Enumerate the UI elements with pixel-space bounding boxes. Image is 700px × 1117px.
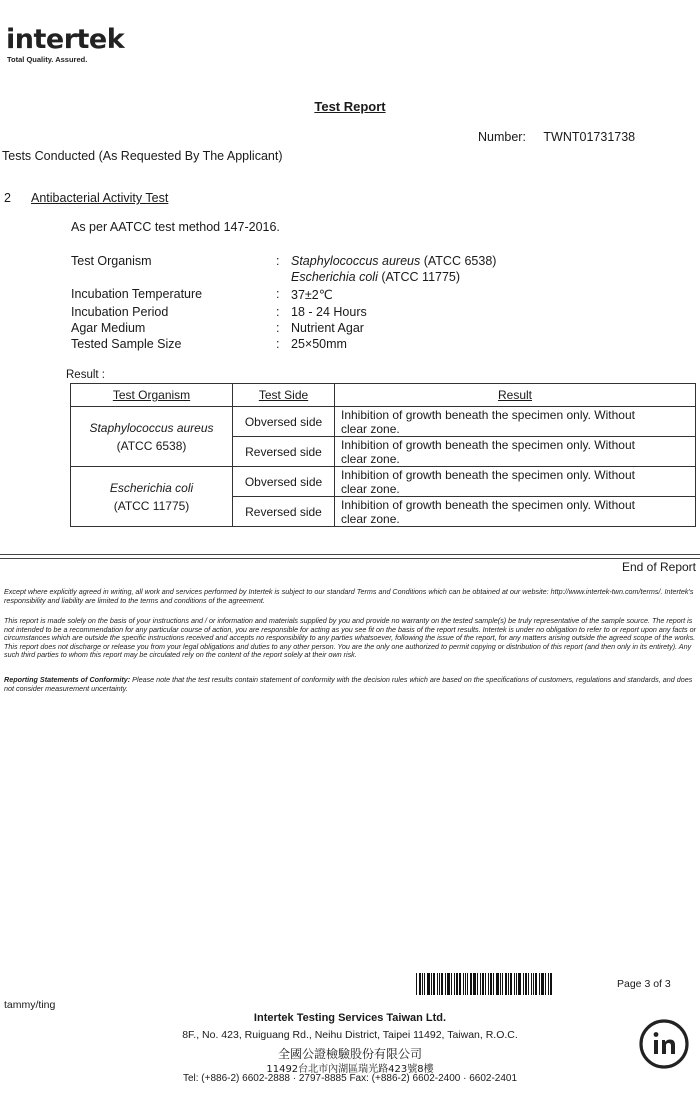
result-line: clear zone.: [341, 421, 400, 436]
organism-name: Escherichia coli: [109, 480, 194, 495]
barcode-bar: [439, 973, 440, 995]
barcode-bar: [447, 973, 450, 995]
results-table: [70, 383, 696, 527]
barcode-bar: [541, 973, 544, 995]
barcode-bar: [496, 973, 499, 995]
colon: :: [276, 305, 280, 319]
barcode-bar: [535, 973, 537, 995]
barcode-bar: [525, 973, 527, 995]
barcode-bar: [422, 973, 423, 995]
test-side-cell: Reversed side: [233, 437, 335, 467]
report-number: [478, 130, 635, 144]
disclaimer-terms: Except where explicitly agreed in writing, all work and services performed by Intertek is subject to our standard Terms and Conditions which can be obtained at our website: http://www.intertek-twn.com/terms/. Intertek's responsibility and liability are limited to the terms and conditions of the agreement.: [4, 587, 694, 605]
address-chinese: 11492台北市內湖區瑞光路423號8樓: [266, 1064, 434, 1075]
barcode-bar: [416, 973, 417, 995]
barcode-bar: [485, 973, 486, 995]
test-side-cell: Obversed side: [233, 407, 335, 437]
results-header-row: [71, 384, 696, 407]
result-line: clear zone.: [341, 511, 400, 526]
barcode-bar: [545, 973, 546, 995]
logo-wordmark: intertek: [6, 24, 125, 55]
result-cell: [335, 497, 696, 527]
organism-value-1: [291, 254, 496, 268]
barcode-bar: [550, 973, 552, 995]
barcode-bar: [528, 973, 529, 995]
barcode-bar: [523, 973, 524, 995]
colon: :: [276, 254, 280, 268]
divider-line: [0, 554, 700, 555]
agar-value: Nutrient Agar: [291, 321, 364, 335]
barcode-bar: [477, 973, 478, 995]
test-side-cell: Obversed side: [233, 467, 335, 497]
table-row: [71, 407, 696, 437]
barcode-bar: [463, 973, 464, 995]
barcode-bar: [508, 973, 509, 995]
barcode-bar: [518, 973, 521, 995]
period-label: Incubation Period: [71, 305, 169, 319]
address-english: 8F., No. 423, Ruiguang Rd., Neihu District, Taipei 11492, Taiwan, R.O.C.: [182, 1029, 518, 1041]
logo-tagline: Total Quality. Assured.: [7, 55, 88, 64]
intertek-badge-icon: [638, 1018, 690, 1070]
barcode-bar: [419, 973, 421, 995]
organism-code: (ATCC 6538): [116, 438, 187, 453]
barcode-bar: [539, 973, 540, 995]
test-side-cell: Reversed side: [233, 497, 335, 527]
barcode-bar: [516, 973, 517, 995]
barcode-bar: [454, 973, 455, 995]
colon: :: [276, 287, 280, 301]
barcode-bar: [459, 973, 461, 995]
organism-1-code: (ATCC 6538): [420, 254, 497, 268]
result-line: Inhibition of growth beneath the specimen only. Without: [341, 407, 635, 422]
barcode-bar: [467, 973, 468, 995]
divider-line: [0, 558, 700, 559]
organism-name: Staphylococcus aureus: [89, 420, 214, 435]
barcode-bar: [502, 973, 503, 995]
header-test-side: Test Side: [233, 384, 335, 407]
test-method: As per AATCC test method 147-2016.: [71, 220, 280, 234]
contact-numbers: Tel: (+886-2) 6602-2888 · 2797-8885 Fax: (+886-2) 6602-2400 · 6602-2401: [182, 1073, 518, 1084]
barcode-bar: [493, 973, 494, 995]
barcode: [416, 973, 602, 995]
colon: :: [276, 337, 280, 351]
table-row: [71, 467, 696, 497]
conformity-text: Please note that the test results contain statement of conformity with the decision rules which are based on the specifications of customers, regulations and standards, and does not consider measurement uncertainty.: [4, 675, 693, 693]
barcode-bar: [451, 973, 452, 995]
barcode-bar: [427, 973, 430, 995]
barcode-bar: [465, 973, 466, 995]
result-line: Inhibition of growth beneath the specimen only. Without: [341, 437, 635, 452]
page-number: Page 3 of 3: [617, 978, 671, 990]
disclaimer-report-basis: This report is made solely on the basis of your instructions and / or information and materials supplied by you and provide no warranty on the tested sample(s) be truly representative of the sample source. The report is not intended to be a recommendation for any particular course of action, you are responsible for acting as you see fit on the basis of the report results. Intertek is under no obligation to refer to or report upon any facts or circumstances which are outside the specific instructions received and accepts no responsibility to any parties whatsoever, following the issue of the report, for any matters arising outside the agreed scope of the works. This report does not discharge or release you from your legal obligations and duties to any other person. You are the only one authorized to permit copying or distribution of this report (and then only in its entirety). Any such third parties to whom this report may be circulated rely on the content of the report solely at their own risk.: [4, 616, 696, 660]
organism-1-name: Staphylococcus aureus: [291, 254, 421, 268]
organism-label: Test Organism: [71, 254, 152, 268]
barcode-bar: [482, 973, 484, 995]
organism-value-2: [291, 270, 460, 284]
barcode-bar: [490, 973, 492, 995]
barcode-bar: [424, 973, 425, 995]
barcode-bar: [433, 973, 435, 995]
organism-cell: [71, 407, 233, 467]
result-cell: [335, 437, 696, 467]
colon: :: [276, 321, 280, 335]
period-value: 18 - 24 Hours: [291, 305, 367, 319]
result-line: Inhibition of growth beneath the specimen only. Without: [341, 467, 635, 482]
company-name-chinese: 全國公證檢驗股份有限公司: [277, 1047, 422, 1061]
signer-initials: tammy/ting: [4, 999, 56, 1011]
organism-2-code: (ATCC 11775): [377, 270, 461, 284]
sample-size-value: 25×50mm: [291, 337, 347, 351]
result-label: Result :: [66, 369, 105, 381]
result-line: clear zone.: [341, 451, 400, 466]
barcode-bar: [437, 973, 438, 995]
barcode-bar: [500, 973, 501, 995]
barcode-bar: [441, 973, 443, 995]
agar-label: Agar Medium: [71, 321, 146, 335]
company-name: Intertek Testing Services Taiwan Ltd.: [253, 1012, 447, 1024]
organism-code: (ATCC 11775): [113, 498, 190, 513]
barcode-bar: [514, 973, 515, 995]
header-result: Result: [335, 384, 696, 407]
barcode-bar: [548, 973, 549, 995]
barcode-bar: [488, 973, 489, 995]
barcode-bar: [445, 973, 446, 995]
report-number-value: TWNT01731738: [543, 130, 636, 144]
result-cell: [335, 407, 696, 437]
sample-size-label: Tested Sample Size: [71, 337, 182, 351]
report-number-label: Number:: [478, 130, 526, 144]
barcode-bar: [510, 973, 512, 995]
barcode-bar: [456, 973, 458, 995]
tests-conducted-heading: Tests Conducted (As Requested By The Applicant): [2, 149, 283, 163]
section-title: Antibacterial Activity Test: [31, 191, 169, 205]
report-title: Test Report: [314, 99, 386, 114]
barcode-bar: [533, 973, 534, 995]
temperature-value: 37±2℃: [291, 288, 333, 302]
barcode-bar: [505, 973, 507, 995]
disclaimer-conformity: [4, 676, 696, 693]
organism-2-name: Escherichia coli: [291, 270, 378, 284]
organism-cell: [71, 467, 233, 527]
header-test-organism: Test Organism: [71, 384, 233, 407]
result-line: clear zone.: [341, 481, 400, 496]
barcode-bar: [473, 973, 476, 995]
temperature-label: Incubation Temperature: [71, 287, 203, 301]
intertek-logo: [6, 26, 124, 64]
conformity-label: Reporting Statements of Conformity:: [4, 675, 131, 684]
barcode-bar: [480, 973, 481, 995]
end-of-report: End of Report: [621, 560, 696, 574]
result-line: Inhibition of growth beneath the specimen only. Without: [341, 497, 635, 512]
section-number: 2: [4, 191, 11, 205]
barcode-bar: [431, 973, 432, 995]
result-cell: [335, 467, 696, 497]
barcode-bar: [470, 973, 472, 995]
barcode-bar: [531, 973, 532, 995]
